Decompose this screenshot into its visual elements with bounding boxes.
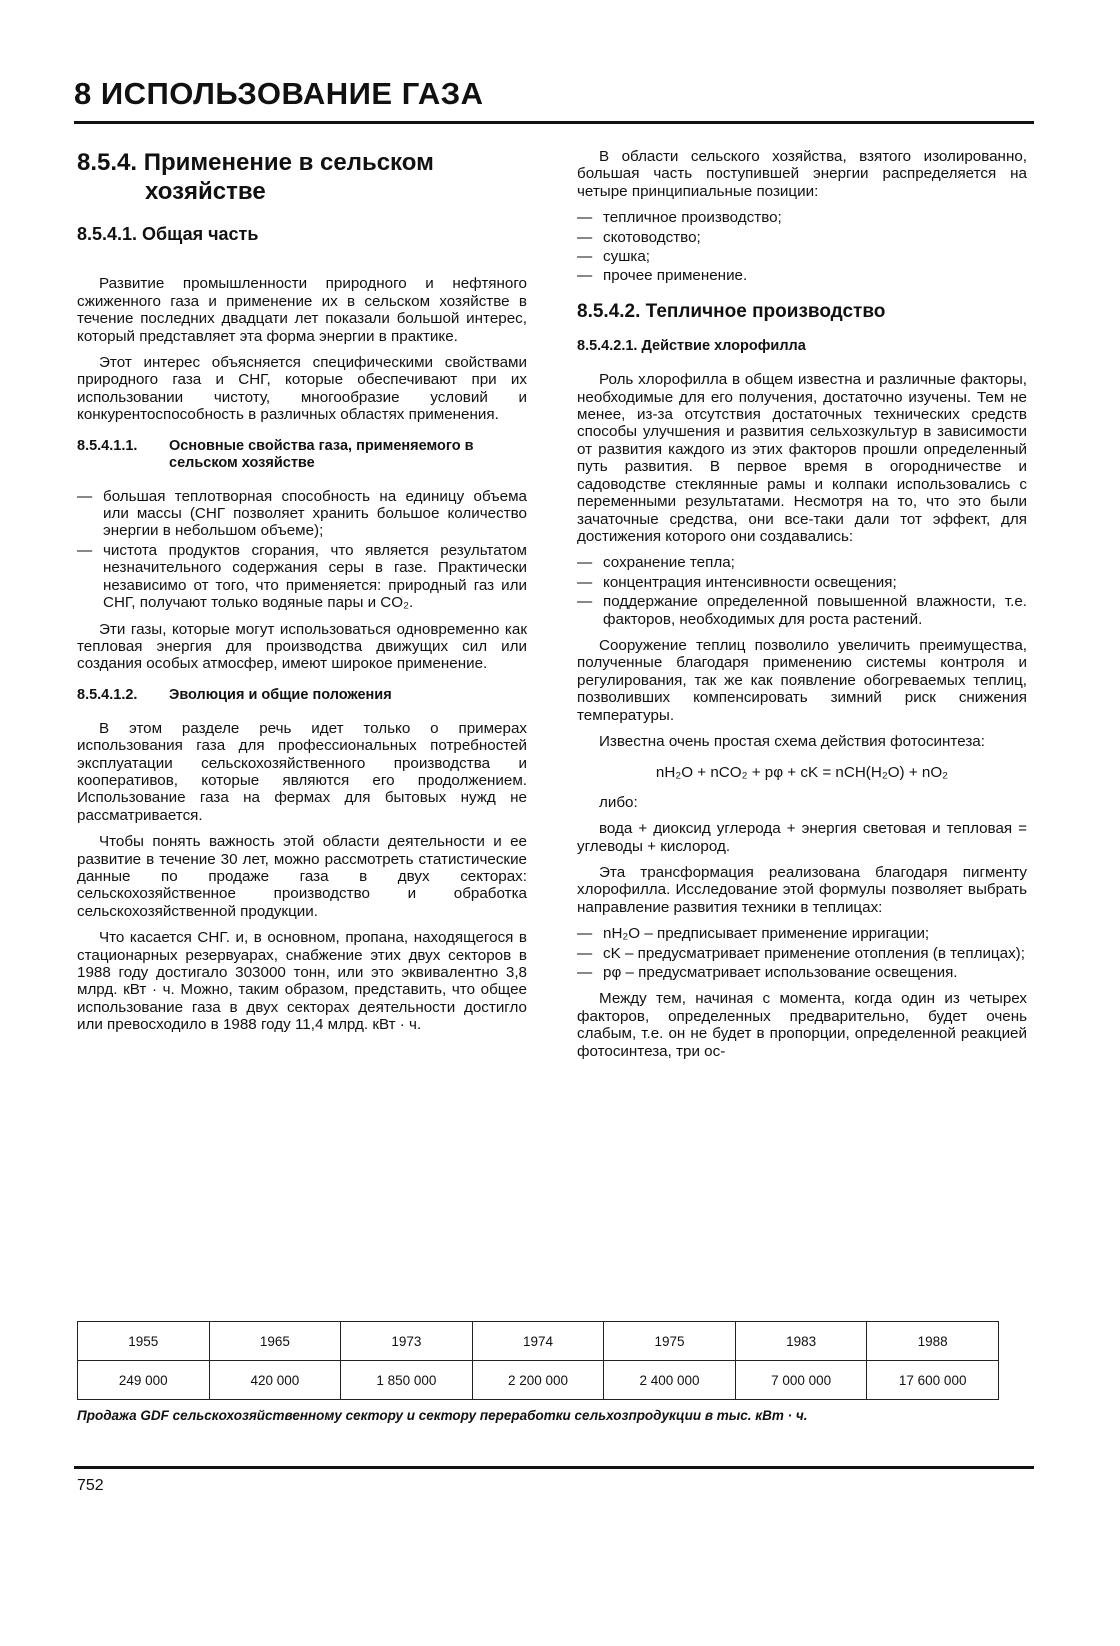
paragraph: Чтобы понять важность этой области деятельности и ее развитие в течение 30 лет, можно рассмотреть статистические данные по продаже газа в двух секторах: сельскохозяйственное производство и обработка сельскохозяйственной продукции.	[77, 833, 527, 920]
list-item	[77, 542, 527, 612]
paragraph: Этот интерес объясняется специфическими свойствами природного газа и СНГ, которые обеспечивают при их использовании чистоту, многообразие условий и конкурентоспособность в различных областях применения.	[77, 354, 527, 424]
list-item	[577, 574, 1027, 591]
list-item	[577, 248, 1027, 265]
table-caption: Продажа GDF сельскохозяйственному сектору и сектору переработки сельхозпродукции в тыс. кВт · ч.	[77, 1408, 808, 1423]
paragraph: Эти газы, которые могут использоваться одновременно как тепловая энергия для производства движущих сил или создания особых атмосфер, имеют широкое применение.	[77, 620, 527, 673]
list-item-text: тепличное производство;	[603, 209, 782, 227]
list-item-text: поддержание определенной повышенной влажности, т.е. факторов, необходимых для роста растений.	[603, 593, 1027, 628]
paragraph: Что касается СНГ. и, в основном, пропана, находящегося в стационарных резервуарах, снабжение этих двух секторов в 1988 году достигало 303000 тонн, или это эквивалентно 3,8 млрд. кВт · ч. Можно, таким образом, представить, что общее использование газа в двух секторах деятельности достигло или превосходило в 1988 году 11,4 млрд. кВт · ч.	[77, 929, 527, 1034]
positions-list	[577, 209, 1027, 285]
subsubsection-number: 8.5.4.1.1.	[77, 437, 138, 454]
table-cell: 1 850 000	[341, 1361, 473, 1400]
table-cell: 249 000	[78, 1361, 210, 1400]
dash-marker: —	[577, 554, 593, 572]
subsubsection-title	[77, 687, 527, 704]
paragraph: Развитие промышленности природного и нефтяного сжиженного газа и применение их в сельском хозяйстве в течение последних двадцати лет показали большой интерес, который представляет эта форма энергии в практике.	[77, 275, 527, 345]
list-item-text: cK – предусматривает применение отопления (в теплицах);	[603, 944, 1025, 962]
table-cell: 1983	[735, 1322, 867, 1361]
table-cell: 2 200 000	[472, 1361, 604, 1400]
section-title: 8.5.4. Применение в сельском хозяйстве	[77, 149, 434, 205]
paragraph: вода + диоксид углерода + энергия световая и тепловая = углеводы + кислород.	[577, 820, 1027, 855]
list-item	[577, 554, 1027, 571]
subsection-title: 8.5.4.2. Тепличное производство	[577, 300, 886, 322]
subsection-title: 8.5.4.1. Общая часть	[77, 224, 259, 244]
table-cell: 1965	[209, 1322, 341, 1361]
paragraph: Эта трансформация реализована благодаря пигменту хлорофилла. Исследование этой формулы позволяет выбрать направление развития техники в теплицах:	[577, 864, 1027, 916]
dash-marker: —	[77, 541, 93, 559]
effects-list	[577, 554, 1027, 628]
table-cell: 17 600 000	[867, 1361, 999, 1400]
dash-marker: —	[577, 209, 593, 227]
table-cell: 7 000 000	[735, 1361, 867, 1400]
chapter-title: 8 ИСПОЛЬЗОВАНИЕ ГАЗА	[74, 76, 484, 111]
list-item-text: чистота продуктов сгорания, что является результатом незначительного содержания серы в газе. Практически независимо от того, что применяется: природный газ или СНГ, получают только водяные пары и CO₂.	[103, 541, 527, 612]
list-item-text: сохранение тепла;	[603, 554, 735, 572]
header-rule	[74, 121, 1034, 124]
subsubsection-text: Эволюция и общие положения	[169, 686, 392, 703]
table-row-years	[78, 1322, 999, 1361]
table-cell: 1975	[604, 1322, 736, 1361]
list-item-text: концентрация интенсивности освещения;	[603, 573, 897, 591]
page-number: 752	[77, 1477, 104, 1494]
left-column	[77, 148, 527, 1043]
dash-marker: —	[577, 248, 593, 266]
dash-marker: —	[577, 228, 593, 246]
paragraph: В области сельского хозяйства, взятого изолированно, большая часть поступившей энергии распределяется на четыре принципиальные позиции:	[577, 148, 1027, 200]
table-cell: 1974	[472, 1322, 604, 1361]
table-cell: 2 400 000	[604, 1361, 736, 1400]
dash-marker: —	[577, 267, 593, 285]
list-item	[577, 209, 1027, 226]
photosynthesis-formula: nH₂O + nCO₂ + pφ + cK = nCH(H₂O) + nO₂	[655, 764, 949, 782]
table-cell: 1988	[867, 1322, 999, 1361]
dash-marker: —	[577, 964, 593, 982]
right-column	[577, 148, 1027, 1069]
table-cell: 1955	[78, 1322, 210, 1361]
paragraph: либо:	[599, 793, 638, 811]
dash-marker: —	[77, 487, 93, 505]
list-item	[577, 925, 1027, 942]
factors-list	[577, 925, 1027, 981]
footer-rule	[74, 1466, 1034, 1469]
list-item-text: nH₂O – предписывает применение ирригации;	[603, 925, 930, 943]
paragraph: Между тем, начиная с момента, когда один из четырех факторов, определенных предварительно, будет очень слабым, т.е. он не будет в пропорции, определенной реакцией фотосинтеза, три ос-	[577, 990, 1027, 1060]
list-item-text: большая теплотворная способность на единицу объема или массы (СНГ позволяет хранить большое количество энергии в небольшом объеме);	[103, 487, 527, 540]
list-item	[77, 488, 527, 540]
dash-marker: —	[577, 925, 593, 943]
paragraph: В этом разделе речь идет только о примерах использования газа для профессиональных потребностей эксплуатации сельскохозяйственного производства и кооперативов, которые являются его продолжением. Использование газа на фермах для бытовых нужд не рассматривается.	[77, 719, 527, 824]
list-item	[577, 964, 1027, 981]
gas-sales-table	[77, 1321, 999, 1400]
list-item-text: pφ – предусматривает использование освещения.	[603, 964, 958, 982]
paragraph: Сооружение теплиц позволило увеличить преимущества, полученные благодаря применению системы контроля и регулирования, так же как появление обогреваемых теплиц, позволивших компенсировать зимний риск снижения температуры.	[577, 636, 1027, 724]
list-item	[577, 229, 1027, 246]
list-item	[577, 593, 1027, 628]
list-item	[577, 945, 1027, 962]
list-item-text: прочее применение.	[603, 267, 748, 285]
subsubsection-text: Основные свойства газа, применяемого в сельском хозяйстве	[169, 437, 474, 471]
list-item-text: сушка;	[603, 248, 651, 266]
page-header	[74, 76, 1034, 112]
list-item-text: скотоводство;	[603, 228, 701, 246]
list-item	[577, 267, 1027, 284]
property-list	[77, 488, 527, 612]
dash-marker: —	[577, 573, 593, 591]
table-cell: 420 000	[209, 1361, 341, 1400]
paragraph: Известна очень простая схема действия фотосинтеза:	[599, 732, 985, 750]
subsubsection-title	[77, 438, 527, 472]
paragraph: Роль хлорофилла в общем известна и различные факторы, необходимые для его получения, достаточно изучены. Тем не менее, из-за отсутствия достаточных технических средств способы улучшения и развития сельхозкультур в зависимости от развития каждого из этих факторов прошли определенный путь развития. В первое время в огородничестве и садоводстве стеклянные рамы и колпаки использовались с переменными результатами. Несмотря на то, что это были зачаточные средства, они все-таки дали тот эффект, для достижения которого они создавались:	[577, 371, 1027, 545]
table-row-values	[78, 1361, 999, 1400]
subsubsection-number: 8.5.4.1.2.	[77, 686, 138, 703]
subsubsection-title: 8.5.4.2.1. Действие хлорофилла	[577, 338, 806, 355]
dash-marker: —	[577, 944, 593, 962]
table-cell: 1973	[341, 1322, 473, 1361]
dash-marker: —	[577, 593, 593, 611]
